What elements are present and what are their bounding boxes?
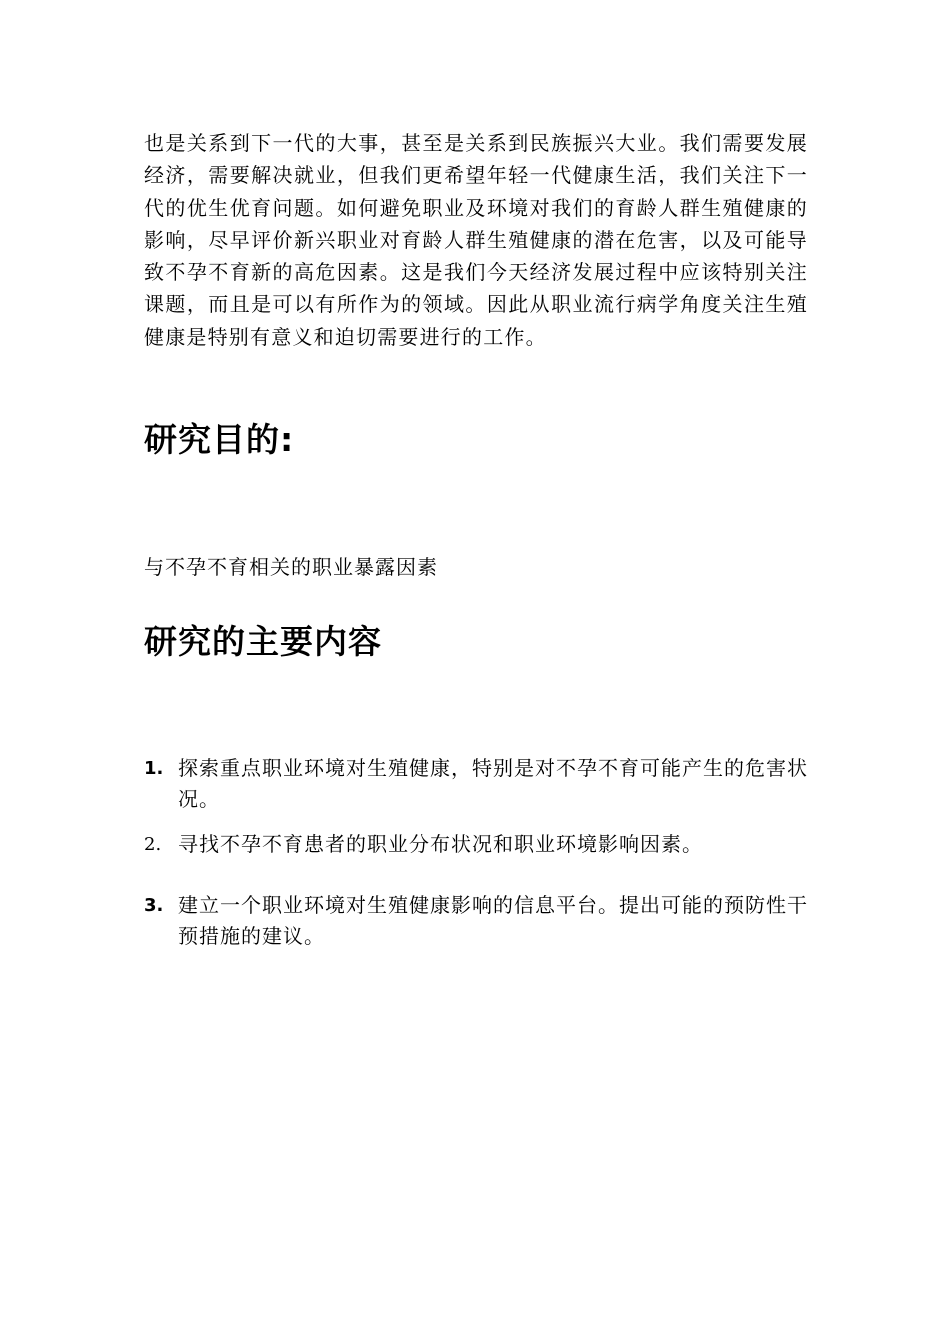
list-item [144,753,808,815]
research-goal-heading: 研究目的: [144,420,295,459]
list-item-number: 3. [144,895,164,916]
list-item-text: 探索重点职业环境对生殖健康，特别是对不孕不育可能产生的危害状况。 [178,756,808,811]
list-item [144,890,808,952]
research-goal-text: 与不孕不育相关的职业暴露因素 [144,555,438,579]
list-item-number: 1. [144,758,164,779]
list-item-number: 2. [144,834,162,855]
list-item [144,829,808,860]
intro-paragraph: 也是关系到下一代的大事，甚至是关系到民族振兴大业。我们需要发展经济，需要解决就业，但我们更希望年轻一代健康生活，我们关注下一代的优生优育问题。如何避免职业及环境对我们的育龄人群生殖健康的影响，尽早评价新兴职业对育龄人群生殖健康的潜在危害，以及可能导致不孕不育新的高危因素。这是我们今天经济发展过程中应该特别关注课题，而且是可以有所作为的领域。因此从职业流行病学角度关注生殖健康是特别有意义和迫切需要进行的工作。 [144,131,808,349]
list-item-text: 建立一个职业环境对生殖健康影响的信息平台。提出可能的预防性干预措施的建议。 [178,893,808,948]
list-item-text: 寻找不孕不育患者的职业分布状况和职业环境影响因素。 [178,832,703,856]
research-content-heading: 研究的主要内容 [144,622,382,661]
